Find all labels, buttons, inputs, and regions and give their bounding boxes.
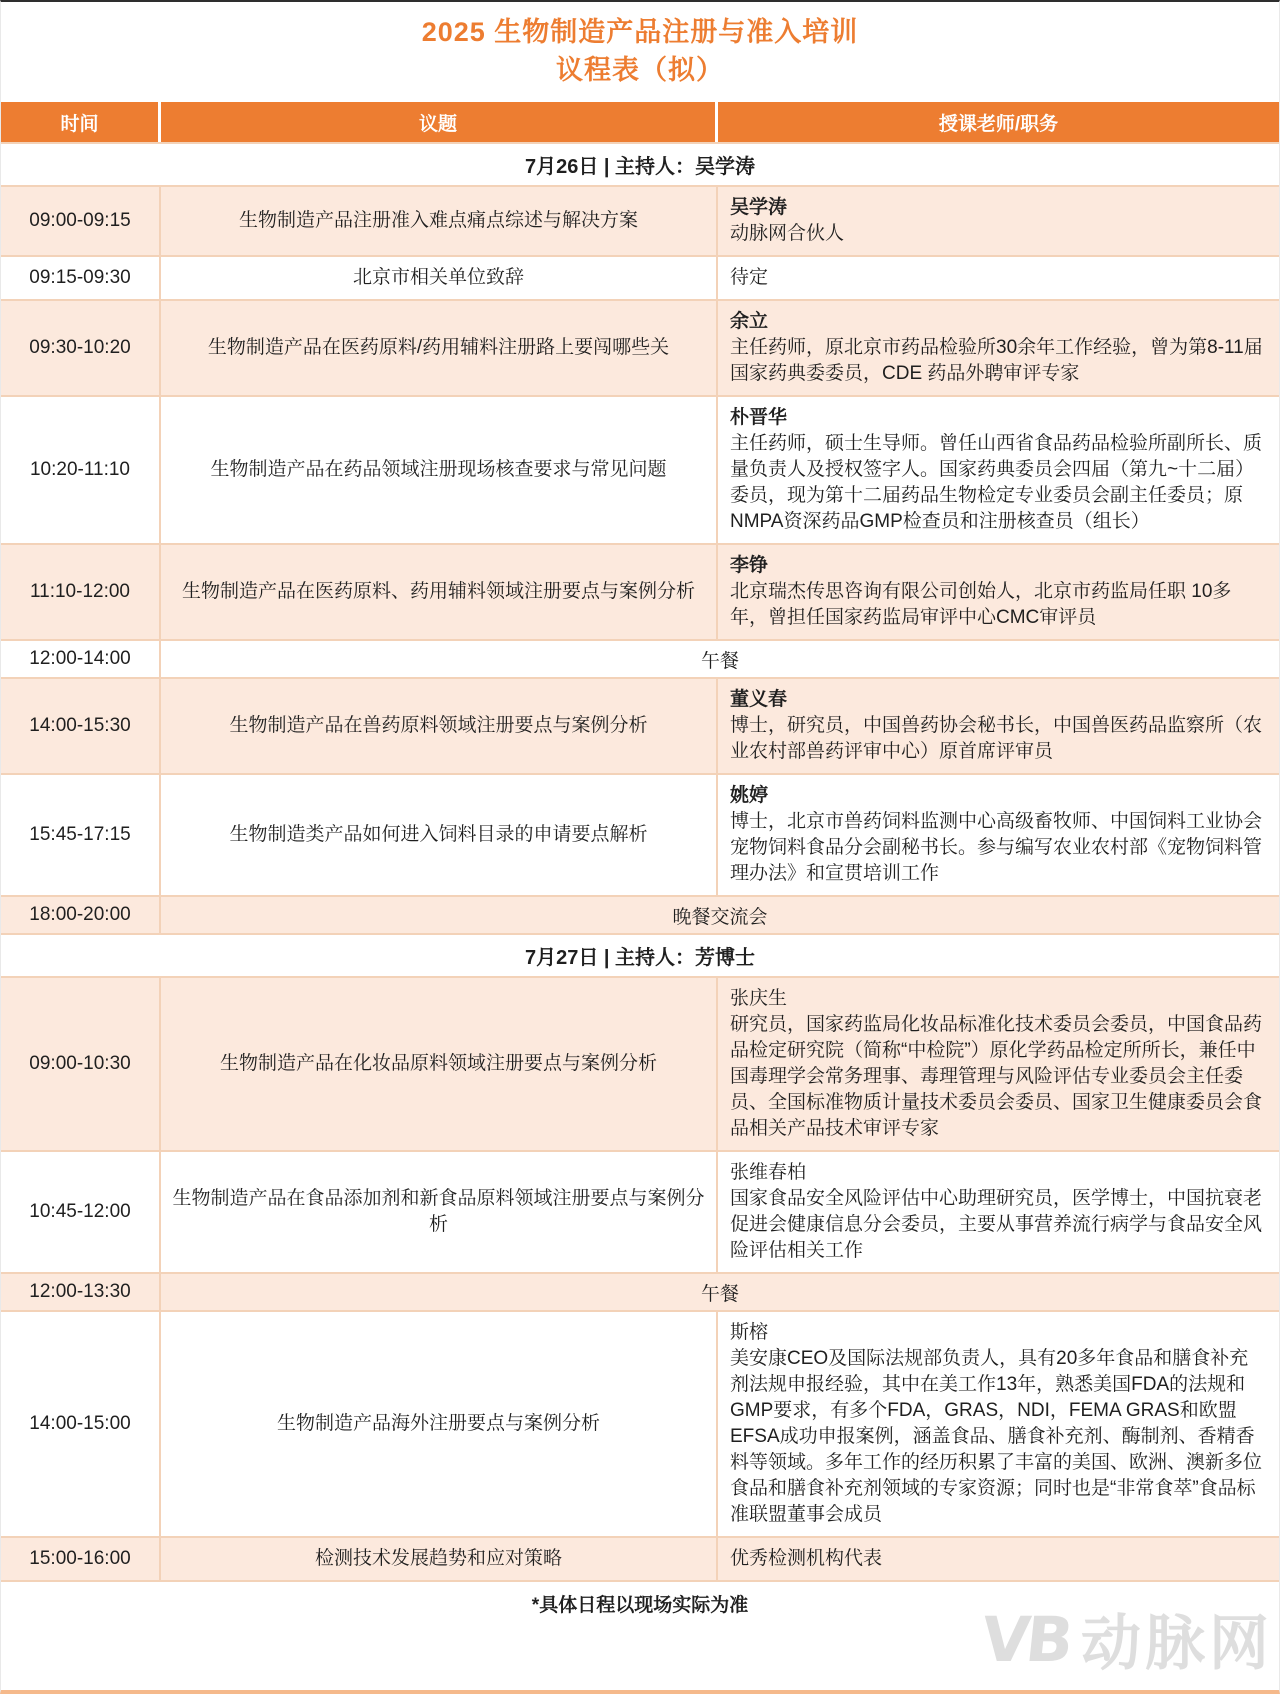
title-line-1: 2025 生物制造产品注册与准入培训 [421,17,859,47]
teacher-cell [718,301,1279,395]
topic-cell: 生物制造产品在兽药原料领域注册要点与案例分析 [161,679,718,773]
topic-cell: 生物制造产品在医药原料、药用辅料领域注册要点与案例分析 [161,545,718,639]
agenda-row [1,1310,1279,1536]
teacher-bio: 动脉网合伙人 [730,223,845,244]
merged-cell: 午餐 [700,1283,739,1305]
teacher-cell [718,187,1279,255]
teacher-bio: 北京瑞杰传思咨询有限公司创始人，北京市药监局任职 10多年，曾担任国家药监局审评中心CMC审评员 [730,581,1232,628]
agenda-row [1,185,1279,255]
merged-cell: 晚餐交流会 [672,906,768,928]
page-title [1,2,1279,102]
time-cell: 10:20-11:10 [1,397,161,543]
teacher-cell [718,775,1279,895]
agenda-row-merged [1,639,1279,677]
agenda-row [1,255,1279,299]
teacher-bio: 博士，研究员，中国兽药协会秘书长，中国兽医药品监察所（农业农村部兽药评审中心）原首席评审员 [730,715,1263,762]
teacher-bio: 优秀检测机构代表 [730,1548,883,1569]
teacher-bio: 待定 [730,267,769,288]
time-cell: 14:00-15:00 [1,1312,161,1536]
teacher-name: 张庆生 [730,988,788,1009]
topic-cell: 生物制造产品在药品领域注册现场核查要求与常见问题 [161,397,718,543]
agenda-row [1,1536,1279,1580]
title-line-2: 议程表（拟） [556,55,724,85]
teacher-name: 姚婷 [730,785,769,806]
topic-cell: 检测技术发展趋势和应对策略 [161,1538,718,1580]
teacher-name: 斯榕 [730,1322,769,1343]
time-cell: 15:00-16:00 [1,1538,161,1580]
teacher-cell [718,545,1279,639]
agenda-row [1,773,1279,895]
time-cell: 18:00-20:00 [1,897,161,933]
watermark-text: 动脉网 [1081,1610,1273,1677]
teacher-bio: 主任药师，硕士生导师。曾任山西省食品药品检验所副所长、质量负责人及授权签字人。国家药典委员会四届（第九~十二届）委员，现为第十二届药品生物检定专业委员会副主任委员；原NMPA资深药品GMP检查员和注册核查员（组长） [730,433,1263,532]
footer-note: *具体日程以现场实际为准 [1,1580,1279,1624]
teacher-bio: 博士，北京市兽药饲料监测中心高级畜牧师、中国饲料工业协会宠物饲料食品分会副秘书长。参与编写农业农村部《宠物饲料管理办法》和宣贯培训工作 [730,811,1263,884]
teacher-name: 张维春柏 [730,1162,807,1183]
agenda-row [1,1150,1279,1272]
teacher-name: 董义春 [730,689,788,710]
column-header-topic: 议题 [161,102,718,142]
teacher-bio: 美安康CEO及国际法规部负责人，具有20多年食品和膳食补充剂法规申报经验，其中在美工作13年，熟悉美国FDA的法规和GMP要求，有多个FDA，GRAS，NDI，FEMA GRAS和欧盟EFSA成功申报案例，涵盖食品、膳食补充剂、酶制剂、香精香料等领域。多年工作的经历积累了丰富的美国、欧洲、澳新多位食品和膳食补充剂领域的专家资源；同时也是“非常食萃”食品标准联盟董事会成员 [730,1348,1263,1525]
teacher-cell [718,679,1279,773]
topic-cell: 北京市相关单位致辞 [161,257,718,299]
topic-cell: 生物制造产品海外注册要点与案例分析 [161,1312,718,1536]
section-header: 7月27日 | 主持人：芳博士 [1,933,1279,976]
agenda-section [1,142,1279,933]
topic-cell: 生物制造产品在化妆品原料领域注册要点与案例分析 [161,978,718,1150]
time-cell: 09:30-10:20 [1,301,161,395]
teacher-cell [718,1538,1279,1580]
agenda-row-merged [1,895,1279,933]
time-cell: 14:00-15:30 [1,679,161,773]
sections [1,142,1279,1580]
teacher-bio: 研究员，国家药监局化妆品标准化技术委员会委员，中国食品药品检定研究院（简称“中检院”）原化学药品检定所所长，兼任中国毒理学会常务理事、毒理管理与风险评估专业委员会主任委员、全国标准物质计量技术委员会委员、国家卫生健康委员会食品相关产品技术审评专家 [730,1014,1263,1139]
topic-cell: 生物制造产品注册准入难点痛点综述与解决方案 [161,187,718,255]
time-cell: 15:45-17:15 [1,775,161,895]
time-cell: 09:00-09:15 [1,187,161,255]
teacher-name: 李铮 [730,555,769,576]
section-rows [1,185,1279,933]
time-cell: 09:15-09:30 [1,257,161,299]
time-cell: 10:45-12:00 [1,1152,161,1272]
section-rows [1,976,1279,1580]
agenda-row-merged [1,1272,1279,1310]
agenda-row [1,677,1279,773]
time-cell: 12:00-13:30 [1,1274,161,1310]
time-cell: 12:00-14:00 [1,641,161,677]
topic-cell: 生物制造类产品如何进入饲料目录的申请要点解析 [161,775,718,895]
teacher-name: 余立 [730,311,769,332]
time-cell: 11:10-12:00 [1,545,161,639]
teacher-cell [718,397,1279,543]
time-cell: 09:00-10:30 [1,978,161,1150]
teacher-bio: 国家食品安全风险评估中心助理研究员，医学博士，中国抗衰老促进会健康信息分会委员，主要从事营养流行病学与食品安全风险评估相关工作 [730,1188,1263,1261]
agenda-row [1,976,1279,1150]
merged-cell: 午餐 [700,650,739,672]
teacher-cell [718,978,1279,1150]
teacher-name: 吴学涛 [730,197,788,218]
column-header-teacher: 授课老师/职务 [938,113,1059,135]
teacher-cell [718,1312,1279,1536]
agenda-row [1,543,1279,639]
teacher-cell [718,257,1279,299]
vb-logo-icon: VB [977,1602,1073,1676]
table-header-row [1,102,1279,142]
teacher-bio: 主任药师，原北京市药品检验所30余年工作经验，曾为第8-11届国家药典委委员，CDE 药品外聘审评专家 [730,337,1263,384]
topic-cell: 生物制造产品在医药原料/药用辅料注册路上要闯哪些关 [161,301,718,395]
teacher-cell [718,1152,1279,1272]
column-header-time: 时间 [1,102,161,142]
section-header: 7月26日 | 主持人：吴学涛 [1,142,1279,185]
topic-cell: 生物制造产品在食品添加剂和新食品原料领域注册要点与案例分析 [161,1152,718,1272]
agenda-section [1,933,1279,1580]
agenda-row [1,395,1279,543]
teacher-name: 朴晋华 [730,407,788,428]
agenda-row [1,299,1279,395]
